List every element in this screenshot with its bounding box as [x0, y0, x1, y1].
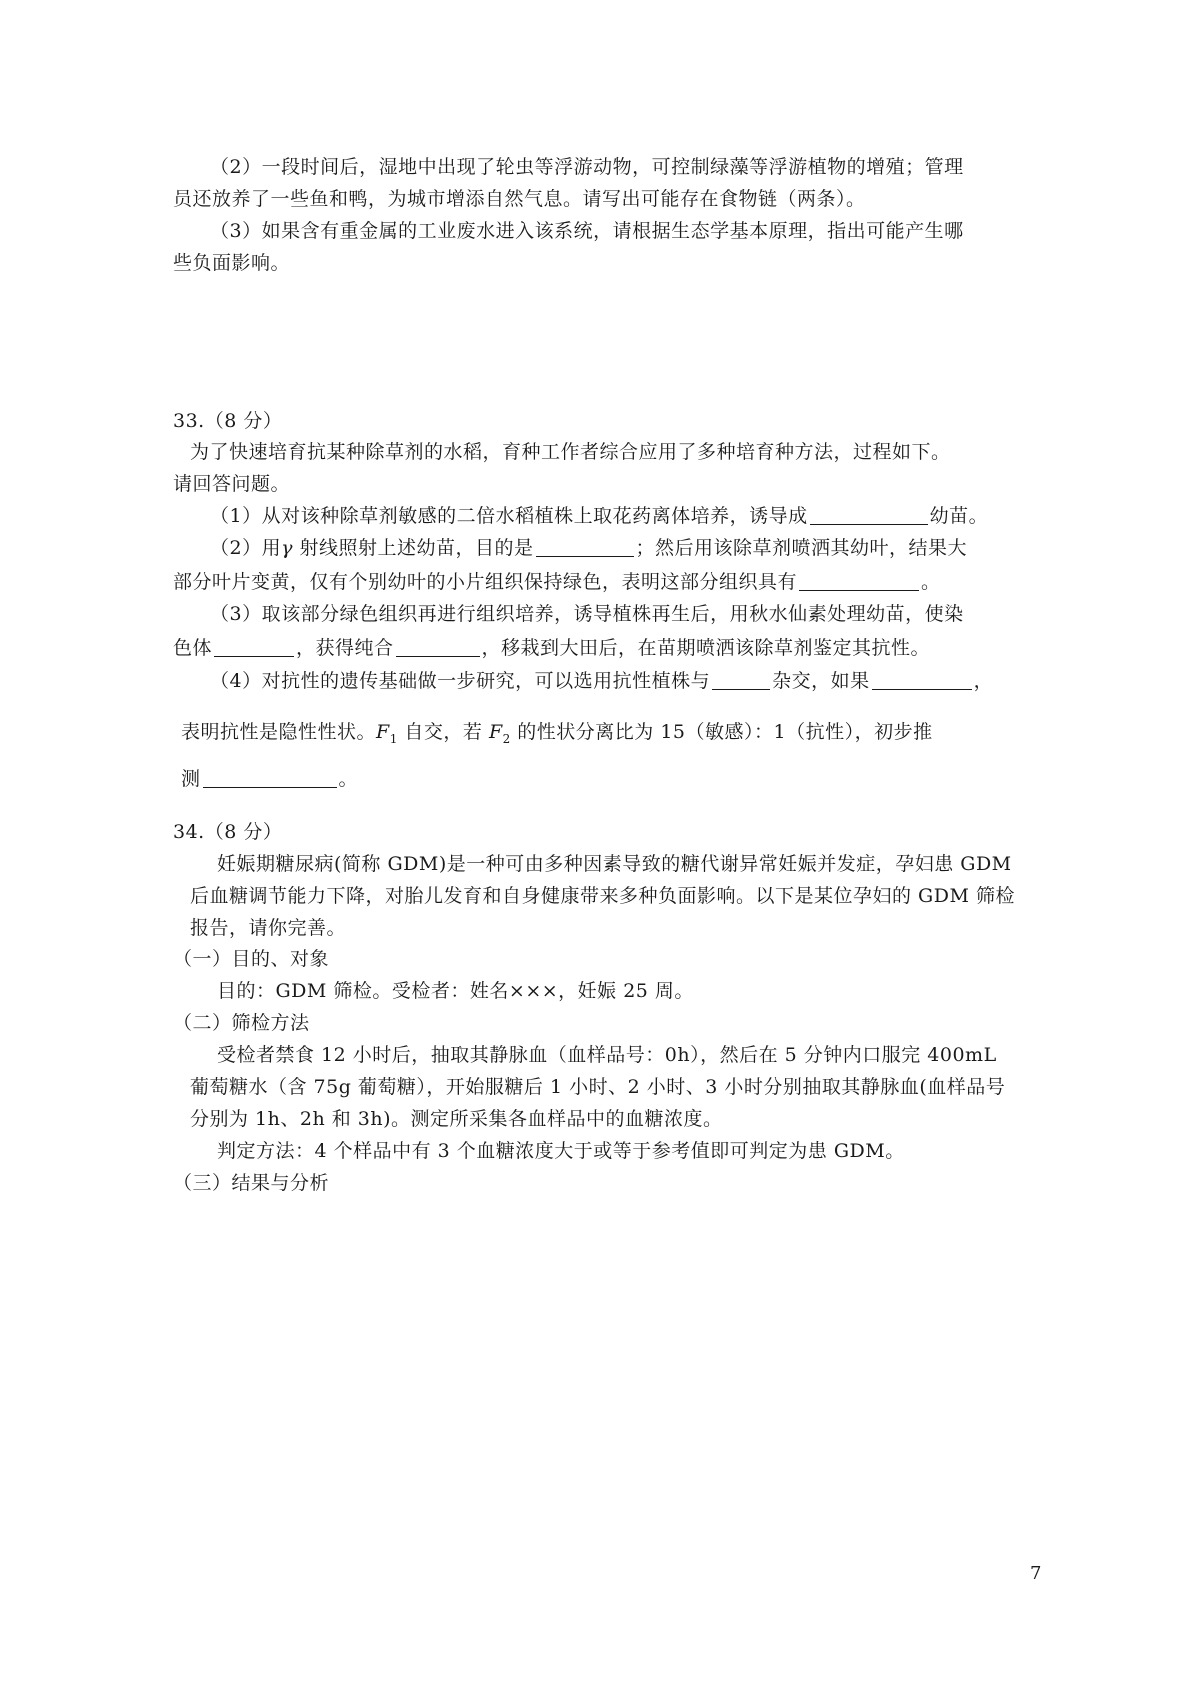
answer-blank-2[interactable] [536, 536, 634, 557]
q34-header: 34.（8 分） [173, 821, 283, 843]
q33-part3-text-c: ，移栽到大田后，在苗期喷洒该除草剂鉴定其抗性。 [481, 637, 931, 659]
q34-intro-line3: 报告，请你完善。 [190, 917, 347, 939]
q33-part4-text-c: ， [973, 670, 994, 692]
q33-part2-text-b: 射线照射上述幼苗，目的是 [292, 537, 534, 559]
q33-part3-text-b: ，获得纯合 [296, 637, 394, 659]
answer-blank-5[interactable] [396, 636, 480, 657]
gamma-symbol: γ [281, 537, 293, 559]
q33-part4-line3 [181, 765, 1051, 793]
page-number: 7 [1030, 1563, 1042, 1584]
answer-blank-8[interactable] [203, 767, 337, 788]
q33-part2-line2-text: 部分叶片变黄，仅有个别幼叶的小片组织保持绿色，表明这部分组织具有 [173, 571, 798, 593]
q33-part2-line2 [173, 568, 1043, 596]
q34-section2-line4: 判定方法：4 个样品中有 3 个血糖浓度大于或等于参考值即可判定为患 GDM。 [217, 1140, 905, 1162]
q33-part4-line2-text-b: 自交，若 [397, 721, 489, 743]
q34-intro-line1: 妊娠期糖尿病(简称 GDM)是一种可由多种因素导致的糖代谢异常妊娠并发症，孕妇患 GDM [217, 853, 1012, 875]
q33-intro-line2: 请回答问题。 [173, 473, 291, 495]
q33-part1 [210, 502, 1080, 530]
q33-intro-line1: 为了快速培育抗某种除草剂的水稻，育种工作者综合应用了多种培育种方法，过程如下。 [190, 441, 951, 463]
q34-intro-line2: 后血糖调节能力下降，对胎儿发育和自身健康带来多种负面影响。以下是某位孕妇的 GDM 筛检 [190, 885, 1015, 907]
q33-part4-text: （4）对抗性的遗传基础做一步研究，可以选用抗性植株与 [210, 670, 711, 692]
answer-blank-1[interactable] [810, 504, 928, 525]
q33-part4-line2 [181, 718, 1051, 753]
q34-section1-body: 目的：GDM 筛检。受检者：姓名×××，妊娠 25 周。 [217, 980, 694, 1002]
q34-section2-line2: 葡萄糖水（含 75g 葡萄糖），开始服糖后 1 小时、2 小时、3 小时分别抽取其静脉血(血样品号 [190, 1076, 1006, 1098]
f2-subscript: 2 [502, 732, 511, 746]
q33-part3-text: 色体 [173, 637, 213, 659]
q32-part2-line2: 员还放养了一些鱼和鸭，为城市增添自然气息。请写出可能存在食物链（两条）。 [173, 188, 866, 210]
q34-section1-title: （一）目的、对象 [173, 948, 330, 970]
q33-part1-text-end: 幼苗。 [929, 505, 989, 527]
answer-blank-6[interactable] [712, 669, 770, 690]
q32-part3-line1: （3）如果含有重金属的工业废水进入该系统，请根据生态学基本原理，指出可能产生哪 [210, 220, 964, 242]
q34-section2-line1: 受检者禁食 12 小时后，抽取其静脉血（血样品号：0h），然后在 5 分钟内口服完 400mL [217, 1044, 997, 1066]
answer-blank-4[interactable] [214, 636, 294, 657]
answer-blank-7[interactable] [872, 669, 972, 690]
q33-header: 33.（8 分） [173, 410, 283, 432]
q33-part3-line2 [173, 634, 1043, 662]
f1-symbol [376, 721, 398, 746]
q33-part2-line2-end: 。 [921, 571, 941, 593]
q33-part4-line3-text: 测 [181, 768, 201, 790]
q33-part2-text: （2）用 [210, 537, 282, 559]
f2-symbol [488, 721, 511, 746]
q32-part2-line1: （2）一段时间后，湿地中出现了轮虫等浮游动物，可控制绿藻等浮游植物的增殖；管理 [210, 156, 964, 178]
f1-letter: F [376, 721, 390, 743]
q34-section2-line3: 分别为 1h、2h 和 3h)。测定所采集各血样品中的血糖浓度。 [190, 1108, 723, 1130]
q32-part3-line2: 些负面影响。 [173, 252, 291, 274]
q33-part4-line2-text-c: 的性状分离比为 15（敏感）：1（抗性），初步推 [510, 721, 933, 743]
q33-part4-line2-text: 表明抗性是隐性性状。 [181, 721, 377, 743]
f1-subscript: 1 [389, 732, 398, 746]
q34-section2-title: （二）筛检方法 [173, 1012, 310, 1034]
q33-part3-line1: （3）取该部分绿色组织再进行组织培养，诱导植株再生后，用秋水仙素处理幼苗，使染 [210, 603, 964, 625]
q33-part2-line1 [210, 534, 1080, 562]
q34-section3-title: （三）结果与分析 [173, 1172, 330, 1194]
f2-letter: F [488, 721, 503, 743]
q33-part1-text: （1）从对该种除草剂敏感的二倍水稻植株上取花药离体培养，诱导成 [210, 505, 808, 527]
q33-part4-line3-end: 。 [338, 768, 359, 790]
q33-part4-text-b: 杂交，如果 [772, 670, 870, 692]
q33-part2-text-c: ；然后用该除草剂喷洒其幼叶，结果大 [635, 537, 968, 559]
q33-part4-line1 [210, 667, 1080, 695]
answer-blank-3[interactable] [799, 570, 919, 591]
